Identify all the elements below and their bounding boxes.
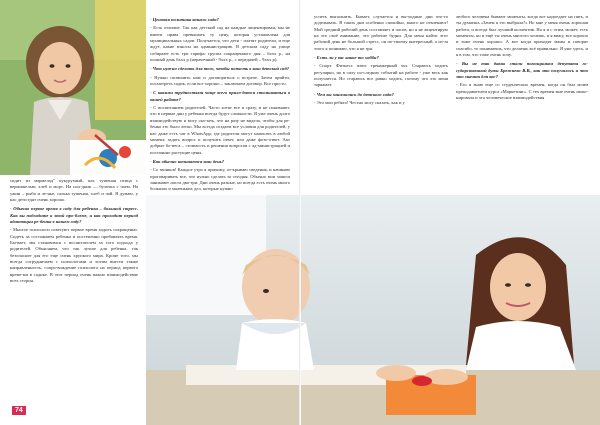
right-column-2 — [456, 14, 588, 204]
page-number: 74 — [12, 406, 26, 415]
page-gutter — [299, 0, 301, 425]
paragraph: - Спорт. Фитнесс плюс тренажерный зал. Стараюсь ходить регулярно, но в силу по-следних событий на работе - уже весь как получается. Но стараюсь все равно ходить, потому что это меня заряжает. — [314, 63, 448, 88]
paragraph: успеть выполнить. Бывает, случается и вы-ходные дни что-то доделывать. В таких дни особенно спокойно, много не отвлекают! Мой средний рабочий день составляет и часов, но я не акцентирую на это своё внимание, это рабочие будни. Для меня найти этот рабочий день не большой стресс, он по-своему интересный, а из-за этого я понимаю, что я не зря. — [314, 14, 448, 51]
question-heading: - Есть ли у вас какое-то хобби? — [314, 55, 379, 61]
paragraph: - Со звонков! Каждое утро я прихожу, от-крываю сведения, и начинаю проговаривать все, что нужно сделать за сегодня. Обычно мои записи занимают листа два-три. Дни очень разные, но всегда есть очень много больших и маленьких дел, которые нужно — [150, 167, 290, 192]
photo-girl-painting — [0, 0, 146, 175]
paragraph: сидит из мармелад" кукурузный, шп, тушеная птица с вермишелью; хлеб и морс. На пол-дник — булочка с чаем. На ужин – рыба и ле-нье, салька тушеная, хлеб и чай. Я думаю, у нас дети едят очень хорошо. — [10, 178, 138, 203]
paragraph: - Есть отличие. Так как детский сад на каждые лицензирован, мы не имеем права превышать ту цену, которая установлена для муниципальных садов. Получается, что дети - платят родители, и еще ждут, какие взносы на администрацию. В детском саду на улице собирают есть три тарифа: группа сокращенного дня – 6ххх р., на полный день 6ххх р (нерачечный - 9ххх р., с передачей – 9ххх р). — [150, 25, 290, 63]
question-heading: - Чем вы занимались до детского сада? — [314, 91, 394, 97]
question-heading: - Что нужно сделать для того, чтобы попасть в ваш детский сад? — [150, 66, 290, 72]
question-heading: - Ценовая политика вашего сада? — [150, 17, 219, 22]
right-column-1 — [314, 14, 448, 190]
paragraph: - Многое психологи советуют первое время ходить сокращенно. Сидеть за состоянием ребенка и постепенно прибавлять время. Бы-вает, мы становимся с воспитателем за того подхода у родителей. Объясняем, что так лучше для ребенка, так безопаснее для его еще очень хрупкого мира. Кроме того, мы всегда сотрудничаем с психологами и хотим внести также направленность, сопро-вождение психолога на период первого време-ни в садике. В этот период очень важно взаимодействие всех сторон. — [10, 227, 138, 284]
photo-teacher-and-child — [146, 195, 600, 425]
paragraph: - Это мои ребята! Честно могу сказать, как и у — [314, 100, 405, 106]
paragraph: - Его я знаю еще со студенческих времен, когда он был моим преподавателем курса «Маркетинг». С тех времен мне очень импо-нировала и эта человеческое взаимодействия — [456, 82, 588, 101]
paragraph: - С воспитанием родителей. Часто хотят все и сразу, и не понимают, что в первые дни у ребенка всегда будут сложности. Я уже очень долго взаимодействую и могу ска-зать, что на разу не видела, чтобы для ре-бенка это было легко. Мы всегда создаем все условия для родителей, у нас даже есть чат в WhatsApp, где родители могут написать в любой момент, задать вопрос и получить ответ, или даже фото-ответ. Акт добрые бо-веса – стоимость и решения вопросов с ад-министрацией и постоянно растущие цены. — [150, 105, 290, 155]
question-heading: - Обычно первое время в саду для ребенка – большой стресс. Как вы подходите к этой про-блеме, и как проходит период адаптации ре-бенка в нашем саду? — [10, 206, 138, 225]
question-heading: - Вы не так давно стали помощником депутата го-сударственной думы Брежнево В.В., как это получилось и что это значит для вас? — [456, 61, 588, 80]
question-heading: - С какими трудностями чаще всего прихо-дится сталкиваться в вашей работе? — [150, 90, 290, 102]
paragraph: любого человека бывают моменты, когда все надоедает на пять, и ты думаешь «Зачем я это выбрала?» Но мне у меня очень хорошая работа, и всегда был лучший коллектив. Но я и с этим, может, есть моменты, но и ещё ты очень многого хочешь, и я вижу, все хорошо и тоже очень хорошо. А вот когда приходят мамы и говорят спасибо, то понимаешь, что делаешь всё правильно. Я уже здесь, и я в том, что тоже очень хочу. — [456, 14, 588, 58]
question-heading: - Как обычно начинается ваш день? — [150, 158, 225, 164]
left-column-1 — [10, 178, 138, 406]
paragraph: - Нужно позвонить нам и договориться о встрече. Затем прийти, посмотреть садик, если все хорошо – заключаем договор. Все просто. — [150, 74, 290, 87]
